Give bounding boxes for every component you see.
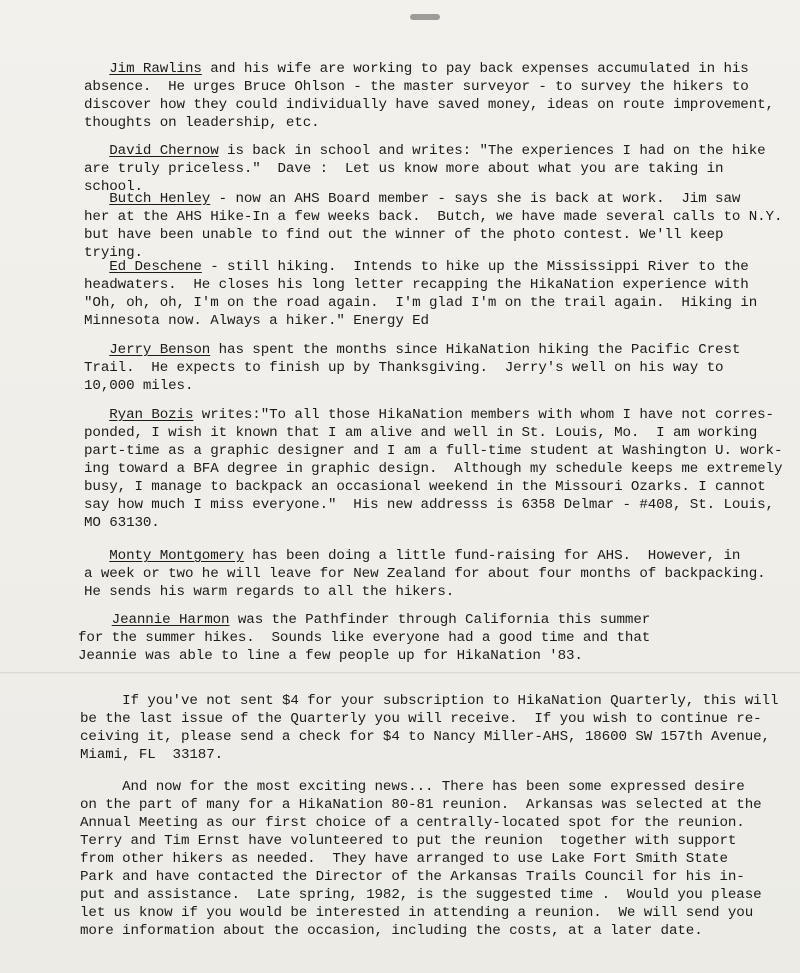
name-jeannie-harmon: Jeannie Harmon [111, 612, 230, 628]
paragraph-david-chernow [84, 142, 789, 196]
paper-fold-line [0, 672, 800, 675]
name-jim-rawlins: Jim Rawlins [109, 61, 202, 77]
name-ed-deschene: Ed Deschene [109, 259, 202, 275]
name-ryan-bozis: Ryan Bozis [109, 407, 194, 423]
indent [84, 191, 109, 207]
indent [84, 342, 109, 358]
paragraph-text: and his wife are working to pay back expenses accumulated in his absence. He urges Bruce Ohlson - the master surveyor - to survey the hikers to discover how they could individually have saved money, ideas on route improvement, thoughts on leadership, etc. [84, 61, 774, 131]
paragraph-text: has spent the months since HikaNation hiking the Pacific Crest Trail. He expects to finish up by Thanksgiving. Jerry's well on his way to 10,000 miles. [84, 342, 741, 394]
indent [84, 548, 109, 564]
paragraph-ryan-bozis [84, 406, 789, 532]
paragraph-text: has been doing a little fund-raising for AHS. However, in a week or two he will leave for New Zealand for about four months of backpacking. He sends his warm regards to all the hikers. [84, 548, 766, 600]
paragraph-reunion: And now for the most exciting news... There has been some expressed desire on the part of many for a HikaNation 80-81 reunion. Arkansas was selected at the Annual Meeting as our first choice of a centrally-located spot for the reunion. Terry and Tim Ernst have volunteered to put the reunion together with support from other hikers as needed. They have arranged to use Lake Fort Smith State Park and have contacted the Director of the Arkansas Trails Council for his in- put and assistance. Late spring, 1982, is the suggested time . Would you please let us know if you would be interested in attending a reunion. We will send you more information about the occasion, including the costs, at a later date. [80, 779, 762, 939]
indent [84, 143, 109, 159]
paragraph-text: was the Pathfinder through California this summer for the summer hikes. Sounds like everyone had a good time and that Jeannie was able to line a few people up for HikaNation '83. [78, 612, 651, 664]
name-butch-henley: Butch Henley [109, 191, 211, 207]
paragraph-jerry-benson [84, 341, 789, 395]
paragraph-jeannie-harmon [78, 611, 783, 665]
indent [84, 407, 109, 423]
paragraph-text: - now an AHS Board member - says she is back at work. Jim saw her at the AHS Hike-In a few weeks back. Butch, we have made several calls to N.Y. but have been unable to find out the winner of the photo contest. We'll keep trying. [84, 191, 783, 261]
paragraph-text: writes:"To all those HikaNation members with whom I have not corres- ponded, I wish it known that I am alive and well in St. Louis, Mo. I am working part-time as a graphic designer and I am a full-time student at Washington U. work- ing toward a BFA degree in graphic design. Although my schedule keeps me extremely busy, I manage to backpack an occasional weekend in the Missouri Ozarks. I cannot say how much I miss everyone." His new addresss is 6358 Delmar - #408, St. Louis, MO 63130. [84, 407, 783, 531]
paragraph-ed-deschene [84, 258, 789, 330]
paragraph-text: is back in school and writes: "The experiences I had on the hike are truly priceless." Dave : Let us know more about what you are taking in school. [84, 143, 766, 195]
paragraph-monty-montgomery [84, 547, 789, 601]
paragraph-subscription: If you've not sent $4 for your subscription to HikaNation Quarterly, this will be the last issue of the Quarterly you will receive. If you wish to continue re- ceiving it, please send a check for $4 to Nancy Miller-AHS, 18600 SW 157th Avenue, Miami, FL 33187. [80, 693, 779, 763]
indent [78, 612, 112, 628]
name-jerry-benson: Jerry Benson [109, 342, 211, 358]
name-david-chernow: David Chernow [109, 143, 219, 159]
indent [84, 259, 109, 275]
paragraph-butch-henley [84, 190, 789, 262]
paragraph-jim-rawlins [84, 60, 789, 132]
indent [84, 61, 109, 77]
name-monty-montgomery: Monty Montgomery [109, 548, 244, 564]
staple-mark [410, 14, 440, 20]
paragraph-text: - still hiking. Intends to hike up the Mississippi River to the headwaters. He closes his long letter recapping the HikaNation experience with "Oh, oh, oh, I'm on the road again. I'm glad I'm on the trail again. Hiking in Minnesota now. Always a hiker." Energy Ed [84, 259, 758, 329]
